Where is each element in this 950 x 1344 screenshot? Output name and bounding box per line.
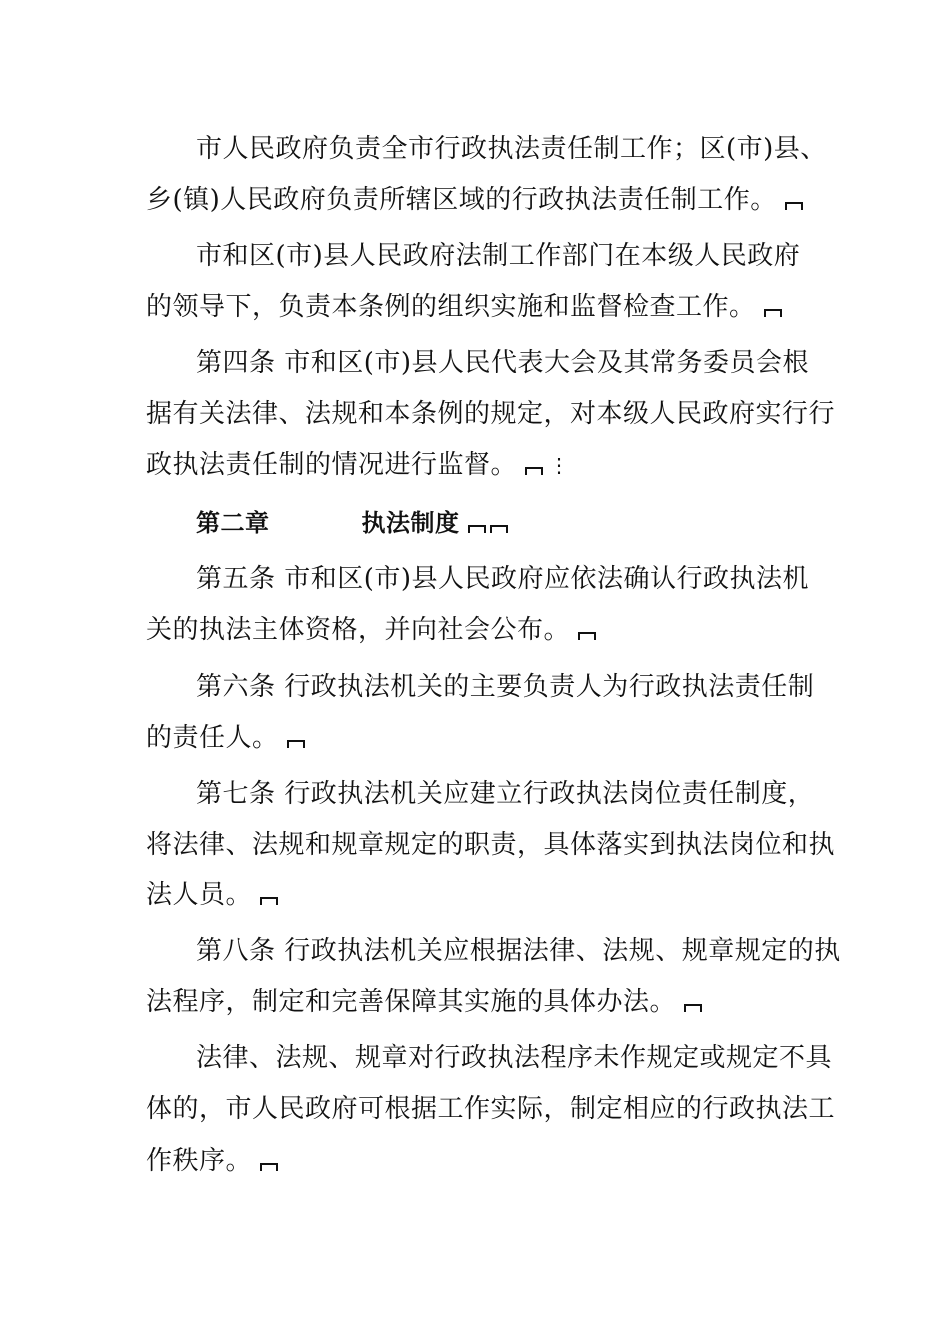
text-line: 作秩序。: [146, 1146, 280, 1176]
paragraph-mark-icon: [466, 521, 488, 535]
text-line: 的领导下，负责本条例的组织实施和监督检查工作。: [146, 292, 784, 322]
text-line: 第六条 行政执法机关的主要负责人为行政执法责任制: [196, 672, 815, 702]
text-line: 法人员。: [146, 880, 280, 910]
text-line: 第五条 市和区(市)县人民政府应依法确认行政执法机: [196, 564, 810, 594]
text-line: 第七条 行政执法机关应建立行政执法岗位责任制度，: [196, 779, 815, 809]
text-line: 第八条 行政执法机关应根据法律、法规、规章规定的执: [196, 936, 841, 966]
paragraph-mark-icon: [258, 893, 280, 907]
text-line: 的责任人。: [146, 723, 307, 753]
paragraph-mark-icon: [682, 1000, 704, 1014]
text-line: 市人民政府负责全市行政执法责任制工作；区(市)县、: [196, 134, 827, 164]
text-line: 法程序，制定和完善保障其实施的具体办法。: [146, 987, 704, 1017]
text-line: 市和区(市)县人民政府法制工作部门在本级人民政府: [196, 241, 801, 271]
text-line: 第四条 市和区(市)县人民代表大会及其常务委员会根: [196, 348, 810, 378]
text-line: 法律、法规、规章对行政执法程序未作规定或规定不具: [196, 1043, 833, 1073]
paragraph-mark-icon: [762, 305, 784, 319]
chapter-heading: [196, 508, 510, 538]
chapter-number: 第二章: [196, 509, 270, 537]
paragraph-mark-icon: [523, 463, 545, 477]
chapter-title: 执法制度: [361, 509, 460, 537]
text-line: 体的，市人民政府可根据工作实际，制定相应的行政执法工: [146, 1094, 836, 1124]
paragraph-mark-icon: [488, 521, 510, 535]
text-line: 政执法责任制的情况进行监督。 ⋮: [146, 450, 570, 480]
paragraph-mark-icon: [258, 1159, 280, 1173]
paragraph-mark-icon: [285, 736, 307, 750]
vertical-ellipsis-icon: ⋮: [549, 453, 570, 477]
text-line: 将法律、法规和规章规定的职责，具体落实到执法岗位和执: [146, 830, 836, 860]
paragraph-mark-icon: [576, 628, 598, 642]
text-line: 乡(镇)人民政府负责所辖区域的行政执法责任制工作。: [146, 185, 805, 215]
text-line: 据有关法律、法规和本条例的规定，对本级人民政府实行行: [146, 399, 836, 429]
paragraph-mark-icon: [783, 198, 805, 212]
text-line: 关的执法主体资格，并向社会公布。: [146, 615, 598, 645]
